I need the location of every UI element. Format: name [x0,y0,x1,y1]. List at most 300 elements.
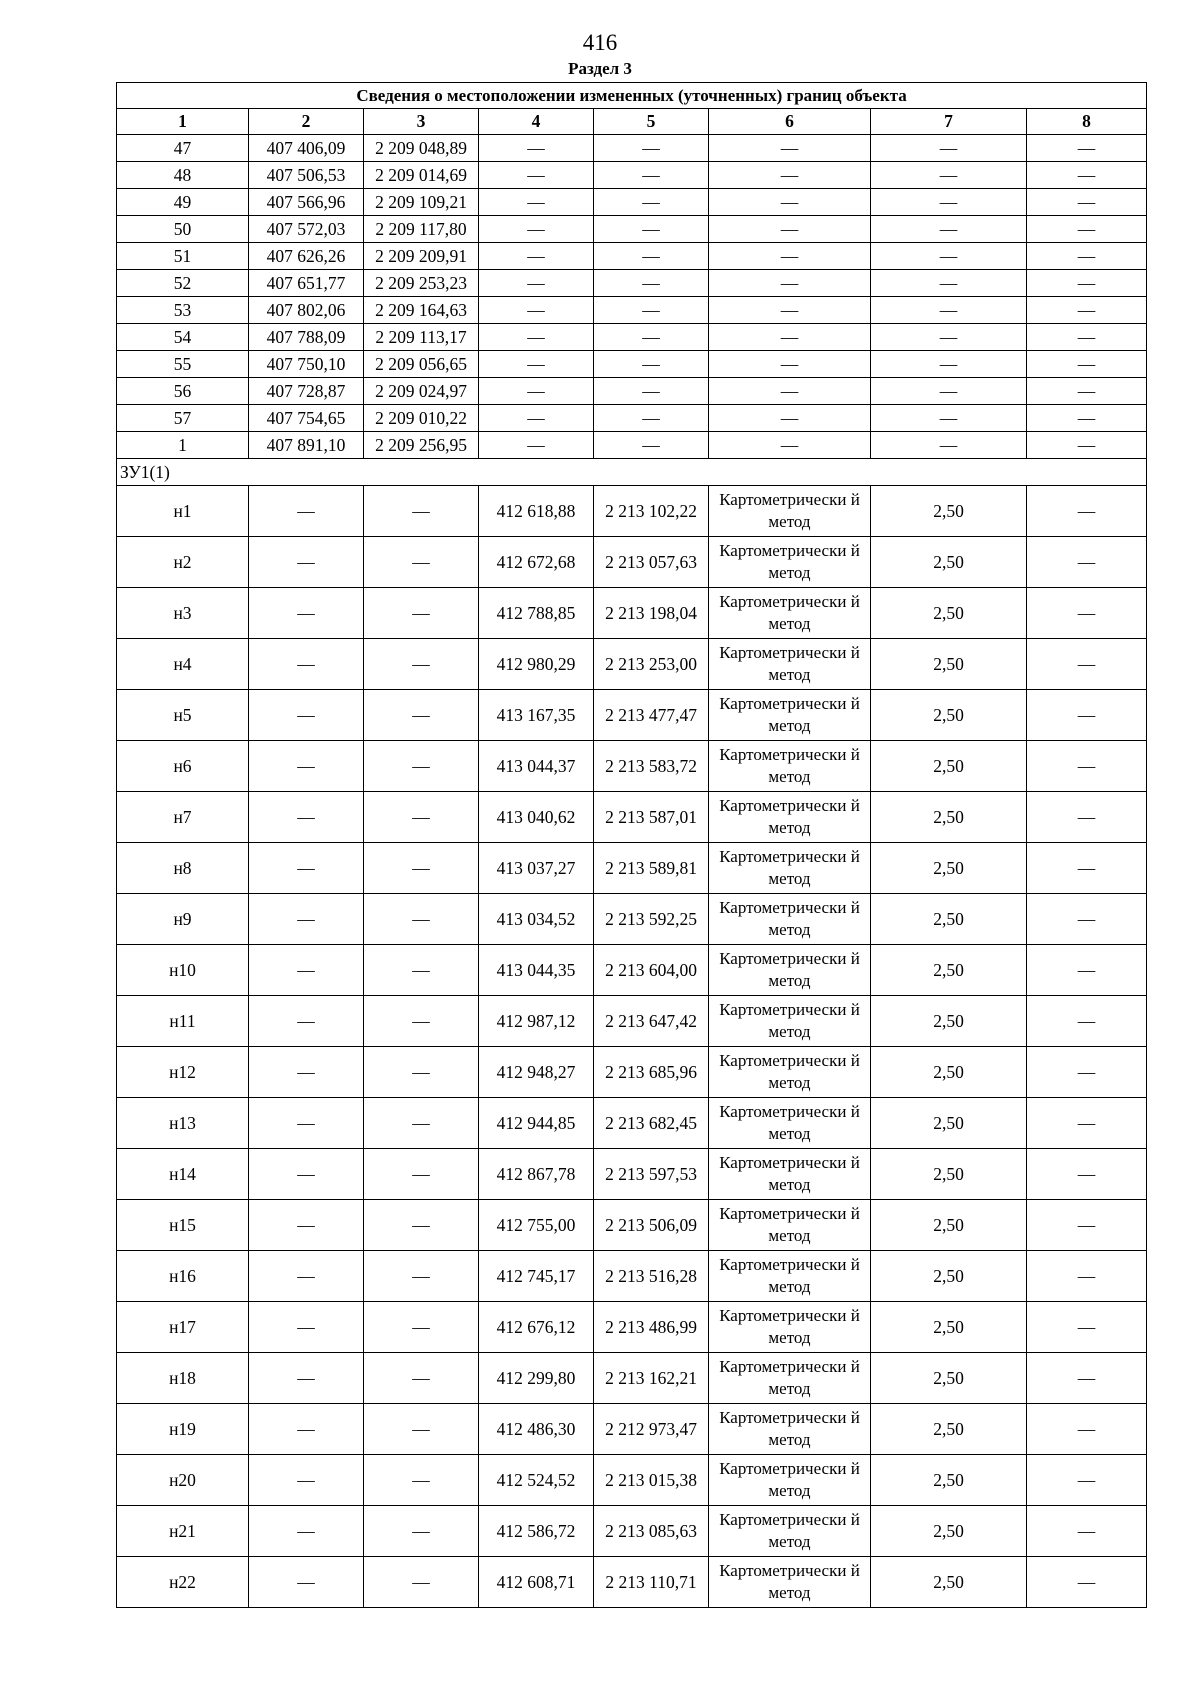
table-cell: Картометрически й метод [709,1302,871,1353]
table-cell: 2,50 [871,894,1027,945]
table-cell: — [364,639,479,690]
table-cell: 412 948,27 [479,1047,594,1098]
table-cell: — [364,486,479,537]
table-cell: 50 [117,216,249,243]
table-row [117,1353,1147,1404]
table-cell: — [249,690,364,741]
table-cell: 2,50 [871,537,1027,588]
table-cell: — [364,1302,479,1353]
table-cell: — [709,162,871,189]
table-cell: 407 891,10 [249,432,364,459]
table-row [117,1047,1147,1098]
table-cell: — [364,1149,479,1200]
table-cell: 412 867,78 [479,1149,594,1200]
table-cell: — [479,243,594,270]
table-cell: — [709,189,871,216]
table-cell: — [1027,1557,1147,1608]
table-cell: — [1027,792,1147,843]
table-cell: 407 566,96 [249,189,364,216]
table-cell: — [364,1404,479,1455]
table-cell: 412 676,12 [479,1302,594,1353]
table-cell: 2 213 162,21 [594,1353,709,1404]
column-number: 1 [117,109,249,135]
table-cell: 2 213 685,96 [594,1047,709,1098]
table-cell: — [709,405,871,432]
table-cell: — [479,405,594,432]
table-cell: — [364,996,479,1047]
table-cell: — [594,405,709,432]
table-cell: — [871,162,1027,189]
column-number: 4 [479,109,594,135]
table-cell: — [479,270,594,297]
table-row [117,1200,1147,1251]
table-cell: 2,50 [871,1353,1027,1404]
table-cell: н18 [117,1353,249,1404]
table-cell: 2 209 117,80 [364,216,479,243]
table-cell: — [249,588,364,639]
table-cell: — [249,1353,364,1404]
table-cell: 2 209 014,69 [364,162,479,189]
table-cell: — [1027,1149,1147,1200]
table-cell: 412 987,12 [479,996,594,1047]
table-cell: — [364,1098,479,1149]
table-cell: н20 [117,1455,249,1506]
table-cell: — [709,135,871,162]
table-cell: 2 209 164,63 [364,297,479,324]
table-cell: Картометрически й метод [709,1557,871,1608]
table-cell: — [594,270,709,297]
table-cell: 2 213 587,01 [594,792,709,843]
table-cell: 407 626,26 [249,243,364,270]
table-cell: Картометрически й метод [709,537,871,588]
table-cell: 413 037,27 [479,843,594,894]
table-cell: — [479,351,594,378]
table-cell: — [1027,1047,1147,1098]
table-cell: — [479,189,594,216]
table-cell: 413 044,35 [479,945,594,996]
table-cell: — [249,537,364,588]
table-cell: 2 213 604,00 [594,945,709,996]
table-cell: — [709,432,871,459]
table-cell: 413 034,52 [479,894,594,945]
table-cell: Картометрически й метод [709,639,871,690]
table-cell: 57 [117,405,249,432]
table-cell: 2 209 056,65 [364,351,479,378]
table-cell: н11 [117,996,249,1047]
section-title: Раздел 3 [568,59,632,78]
table-row [117,297,1147,324]
column-number: 2 [249,109,364,135]
table-cell: 2 213 597,53 [594,1149,709,1200]
table-cell: — [1027,189,1147,216]
table-cell: Картометрически й метод [709,1506,871,1557]
table-cell: 2 213 647,42 [594,996,709,1047]
table-cell: — [1027,135,1147,162]
table-cell: 2 213 682,45 [594,1098,709,1149]
table-cell: 2,50 [871,1149,1027,1200]
table-cell: — [249,1047,364,1098]
table-cell: — [594,243,709,270]
table-cell: Картометрически й метод [709,792,871,843]
table-row [117,690,1147,741]
table-cell: — [1027,297,1147,324]
table-row [117,996,1147,1047]
table-cell: 2 213 253,00 [594,639,709,690]
table-cell: — [1027,162,1147,189]
table-row [117,216,1147,243]
table-row [117,243,1147,270]
table-cell: — [1027,537,1147,588]
table-row [117,537,1147,588]
table-cell: 49 [117,189,249,216]
table-cell: 2,50 [871,639,1027,690]
table-cell: н1 [117,486,249,537]
table-cell: Картометрически й метод [709,843,871,894]
table-cell: 412 586,72 [479,1506,594,1557]
table-cell: 54 [117,324,249,351]
table-cell: 48 [117,162,249,189]
table-cell: 2 213 085,63 [594,1506,709,1557]
table-cell: — [594,378,709,405]
table-cell: 2 213 057,63 [594,537,709,588]
table-cell: — [479,162,594,189]
table-cell: 2,50 [871,1404,1027,1455]
group-label: ЗУ1(1) [117,459,1147,486]
table-cell: 412 486,30 [479,1404,594,1455]
table-cell: — [594,162,709,189]
page-number: 416 [582,30,618,55]
table-cell: — [249,1455,364,1506]
table-cell: — [1027,1098,1147,1149]
table-cell: — [594,189,709,216]
table-cell: — [871,378,1027,405]
table-cell: — [364,588,479,639]
table-row [117,378,1147,405]
column-number: 8 [1027,109,1147,135]
table-cell: — [871,270,1027,297]
table-cell: 2 213 589,81 [594,843,709,894]
table-cell: 412 755,00 [479,1200,594,1251]
table-cell: 412 980,29 [479,639,594,690]
table-cell: 2 209 113,17 [364,324,479,351]
table-cell: — [249,1302,364,1353]
table-cell: — [1027,378,1147,405]
table-cell: — [871,297,1027,324]
table-cell: — [364,1200,479,1251]
table-row [117,432,1147,459]
table-cell: — [1027,894,1147,945]
table-cell: 412 299,80 [479,1353,594,1404]
table-cell: 56 [117,378,249,405]
table-row [117,1557,1147,1608]
table-cell: — [364,690,479,741]
table-cell: — [1027,1404,1147,1455]
table-cell: — [249,1404,364,1455]
table-cell: 2 209 209,91 [364,243,479,270]
table-row [117,162,1147,189]
table-cell: — [594,297,709,324]
table-cell: — [594,216,709,243]
boundary-table [116,82,1147,1608]
table-cell: — [249,1557,364,1608]
table-cell: — [1027,741,1147,792]
table-cell: — [1027,588,1147,639]
table-cell: — [709,351,871,378]
table-row [117,1098,1147,1149]
table-cell: 407 651,77 [249,270,364,297]
table-row [117,843,1147,894]
table-cell: — [709,270,871,297]
table-cell: 407 788,09 [249,324,364,351]
table-cell: — [249,1149,364,1200]
table-cell: — [364,1353,479,1404]
table-cell: Картометрически й метод [709,1251,871,1302]
table-cell: 412 524,52 [479,1455,594,1506]
table-row [117,1302,1147,1353]
table-cell: 2,50 [871,1302,1027,1353]
table-cell: — [364,843,479,894]
table-cell: 412 608,71 [479,1557,594,1608]
table-cell: — [249,486,364,537]
table-cell: — [709,297,871,324]
table-row [117,588,1147,639]
table-cell: — [709,216,871,243]
table-cell: 2,50 [871,1098,1027,1149]
table-cell: 2 209 048,89 [364,135,479,162]
table-cell: 2,50 [871,741,1027,792]
table-cell: н5 [117,690,249,741]
table-cell: — [594,135,709,162]
table-cell: — [1027,1353,1147,1404]
table-cell: 412 672,68 [479,537,594,588]
table-cell: 2 213 102,22 [594,486,709,537]
table-cell: 47 [117,135,249,162]
table-cell: — [249,996,364,1047]
table-caption: Сведения о местоположении измененных (уточненных) границ объекта [117,83,1147,109]
table-cell: 2 213 592,25 [594,894,709,945]
table-cell: — [364,1455,479,1506]
table-cell: — [479,324,594,351]
table-cell: 2,50 [871,486,1027,537]
column-number: 5 [594,109,709,135]
table-cell: н22 [117,1557,249,1608]
table-row [117,1404,1147,1455]
table-cell: — [479,378,594,405]
table-cell: — [1027,843,1147,894]
table-cell: — [1027,1302,1147,1353]
table-cell: н16 [117,1251,249,1302]
table-cell: — [1027,1251,1147,1302]
table-cell: н17 [117,1302,249,1353]
table-cell: 412 745,17 [479,1251,594,1302]
table-cell: 407 802,06 [249,297,364,324]
table-cell: 2 213 516,28 [594,1251,709,1302]
table-cell: 2,50 [871,1557,1027,1608]
table-cell: 407 406,09 [249,135,364,162]
table-cell: — [1027,996,1147,1047]
table-cell: Картометрически й метод [709,1455,871,1506]
table-cell: — [479,297,594,324]
table-cell: 407 506,53 [249,162,364,189]
table-cell: н7 [117,792,249,843]
table-cell: — [1027,405,1147,432]
table-cell: 2,50 [871,1506,1027,1557]
table-cell: — [249,1200,364,1251]
table-cell: — [871,216,1027,243]
table-cell: — [1027,690,1147,741]
table-cell: — [709,378,871,405]
table-cell: Картометрически й метод [709,945,871,996]
table-cell: 2,50 [871,690,1027,741]
column-number: 7 [871,109,1027,135]
table-cell: 2 209 253,23 [364,270,479,297]
table-cell: 2,50 [871,1047,1027,1098]
table-row [117,351,1147,378]
table-cell: Картометрически й метод [709,1047,871,1098]
table-cell: н21 [117,1506,249,1557]
table-cell: — [249,1098,364,1149]
table-cell: 413 167,35 [479,690,594,741]
table-cell: — [249,843,364,894]
table-cell: 407 754,65 [249,405,364,432]
table-cell: — [249,1506,364,1557]
group-row [117,459,1147,486]
table-cell: — [364,1251,479,1302]
table-cell: — [709,324,871,351]
table-cell: — [594,324,709,351]
table-cell: — [871,189,1027,216]
table-cell: — [479,432,594,459]
table-row [117,945,1147,996]
table-cell: — [249,945,364,996]
table-row [117,1455,1147,1506]
table-cell: — [364,894,479,945]
table-cell: — [364,537,479,588]
table-cell: Картометрически й метод [709,1098,871,1149]
table-cell: — [1027,945,1147,996]
table-row [117,741,1147,792]
table-cell: 2 213 015,38 [594,1455,709,1506]
table-cell: н14 [117,1149,249,1200]
table-cell: — [364,1506,479,1557]
table-cell: Картометрически й метод [709,741,871,792]
table-cell: — [1027,351,1147,378]
table-cell: Картометрически й метод [709,1353,871,1404]
table-cell: — [1027,1455,1147,1506]
table-cell: — [1027,324,1147,351]
table-row [117,894,1147,945]
table-cell: Картометрически й метод [709,1404,871,1455]
table-cell: н10 [117,945,249,996]
table-cell: — [249,1251,364,1302]
table-cell: — [1027,639,1147,690]
table-cell: — [594,351,709,378]
table-cell: н8 [117,843,249,894]
table-cell: 2,50 [871,996,1027,1047]
table-cell: 2,50 [871,945,1027,996]
table-cell: — [1027,243,1147,270]
table-cell: Картометрически й метод [709,996,871,1047]
column-number: 3 [364,109,479,135]
table-cell: 53 [117,297,249,324]
table-cell: — [364,1047,479,1098]
table-cell: — [249,639,364,690]
table-cell: — [364,945,479,996]
table-cell: 51 [117,243,249,270]
table-cell: — [479,216,594,243]
table-cell: Картометрически й метод [709,1149,871,1200]
table-cell: 412 944,85 [479,1098,594,1149]
table-cell: 412 788,85 [479,588,594,639]
table-cell: 413 044,37 [479,741,594,792]
table-cell: н6 [117,741,249,792]
table-cell: 407 572,03 [249,216,364,243]
table-cell: 1 [117,432,249,459]
table-cell: н3 [117,588,249,639]
table-cell: 2 209 010,22 [364,405,479,432]
table-cell: — [1027,216,1147,243]
table-row [117,486,1147,537]
table-cell: Картометрически й метод [709,486,871,537]
table-cell: — [249,741,364,792]
table-cell: 52 [117,270,249,297]
table-cell: — [249,792,364,843]
table-cell: — [364,792,479,843]
table-cell: — [1027,270,1147,297]
table-cell: 2 213 583,72 [594,741,709,792]
table-cell: 2 209 109,21 [364,189,479,216]
table-cell: 2 209 256,95 [364,432,479,459]
table-cell: 2 213 486,99 [594,1302,709,1353]
table-row [117,405,1147,432]
table-cell: 2,50 [871,843,1027,894]
table-row [117,1149,1147,1200]
table-cell: 2 209 024,97 [364,378,479,405]
table-row [117,1251,1147,1302]
table-cell: н19 [117,1404,249,1455]
table-cell: — [249,894,364,945]
table-cell: 2,50 [871,792,1027,843]
table-cell: 2 213 198,04 [594,588,709,639]
table-row [117,189,1147,216]
table-cell: — [1027,1506,1147,1557]
table-cell: н2 [117,537,249,588]
table-cell: н15 [117,1200,249,1251]
table-cell: — [364,1557,479,1608]
table-cell: Картометрически й метод [709,1200,871,1251]
table-cell: 2 212 973,47 [594,1404,709,1455]
table-cell: Картометрически й метод [709,894,871,945]
table-row [117,270,1147,297]
table-cell: — [871,432,1027,459]
table-cell: 2 213 506,09 [594,1200,709,1251]
table-cell: Картометрически й метод [709,588,871,639]
table-cell: 407 750,10 [249,351,364,378]
table-cell: 413 040,62 [479,792,594,843]
table-cell: — [1027,486,1147,537]
table-cell: н9 [117,894,249,945]
table-cell: 2,50 [871,1200,1027,1251]
table-row [117,324,1147,351]
table-cell: — [1027,432,1147,459]
column-number-row [117,109,1147,135]
table-cell: — [871,243,1027,270]
table-cell: 2,50 [871,588,1027,639]
table-cell: — [871,351,1027,378]
table-cell: н12 [117,1047,249,1098]
table-cell: 407 728,87 [249,378,364,405]
table-cell: 55 [117,351,249,378]
